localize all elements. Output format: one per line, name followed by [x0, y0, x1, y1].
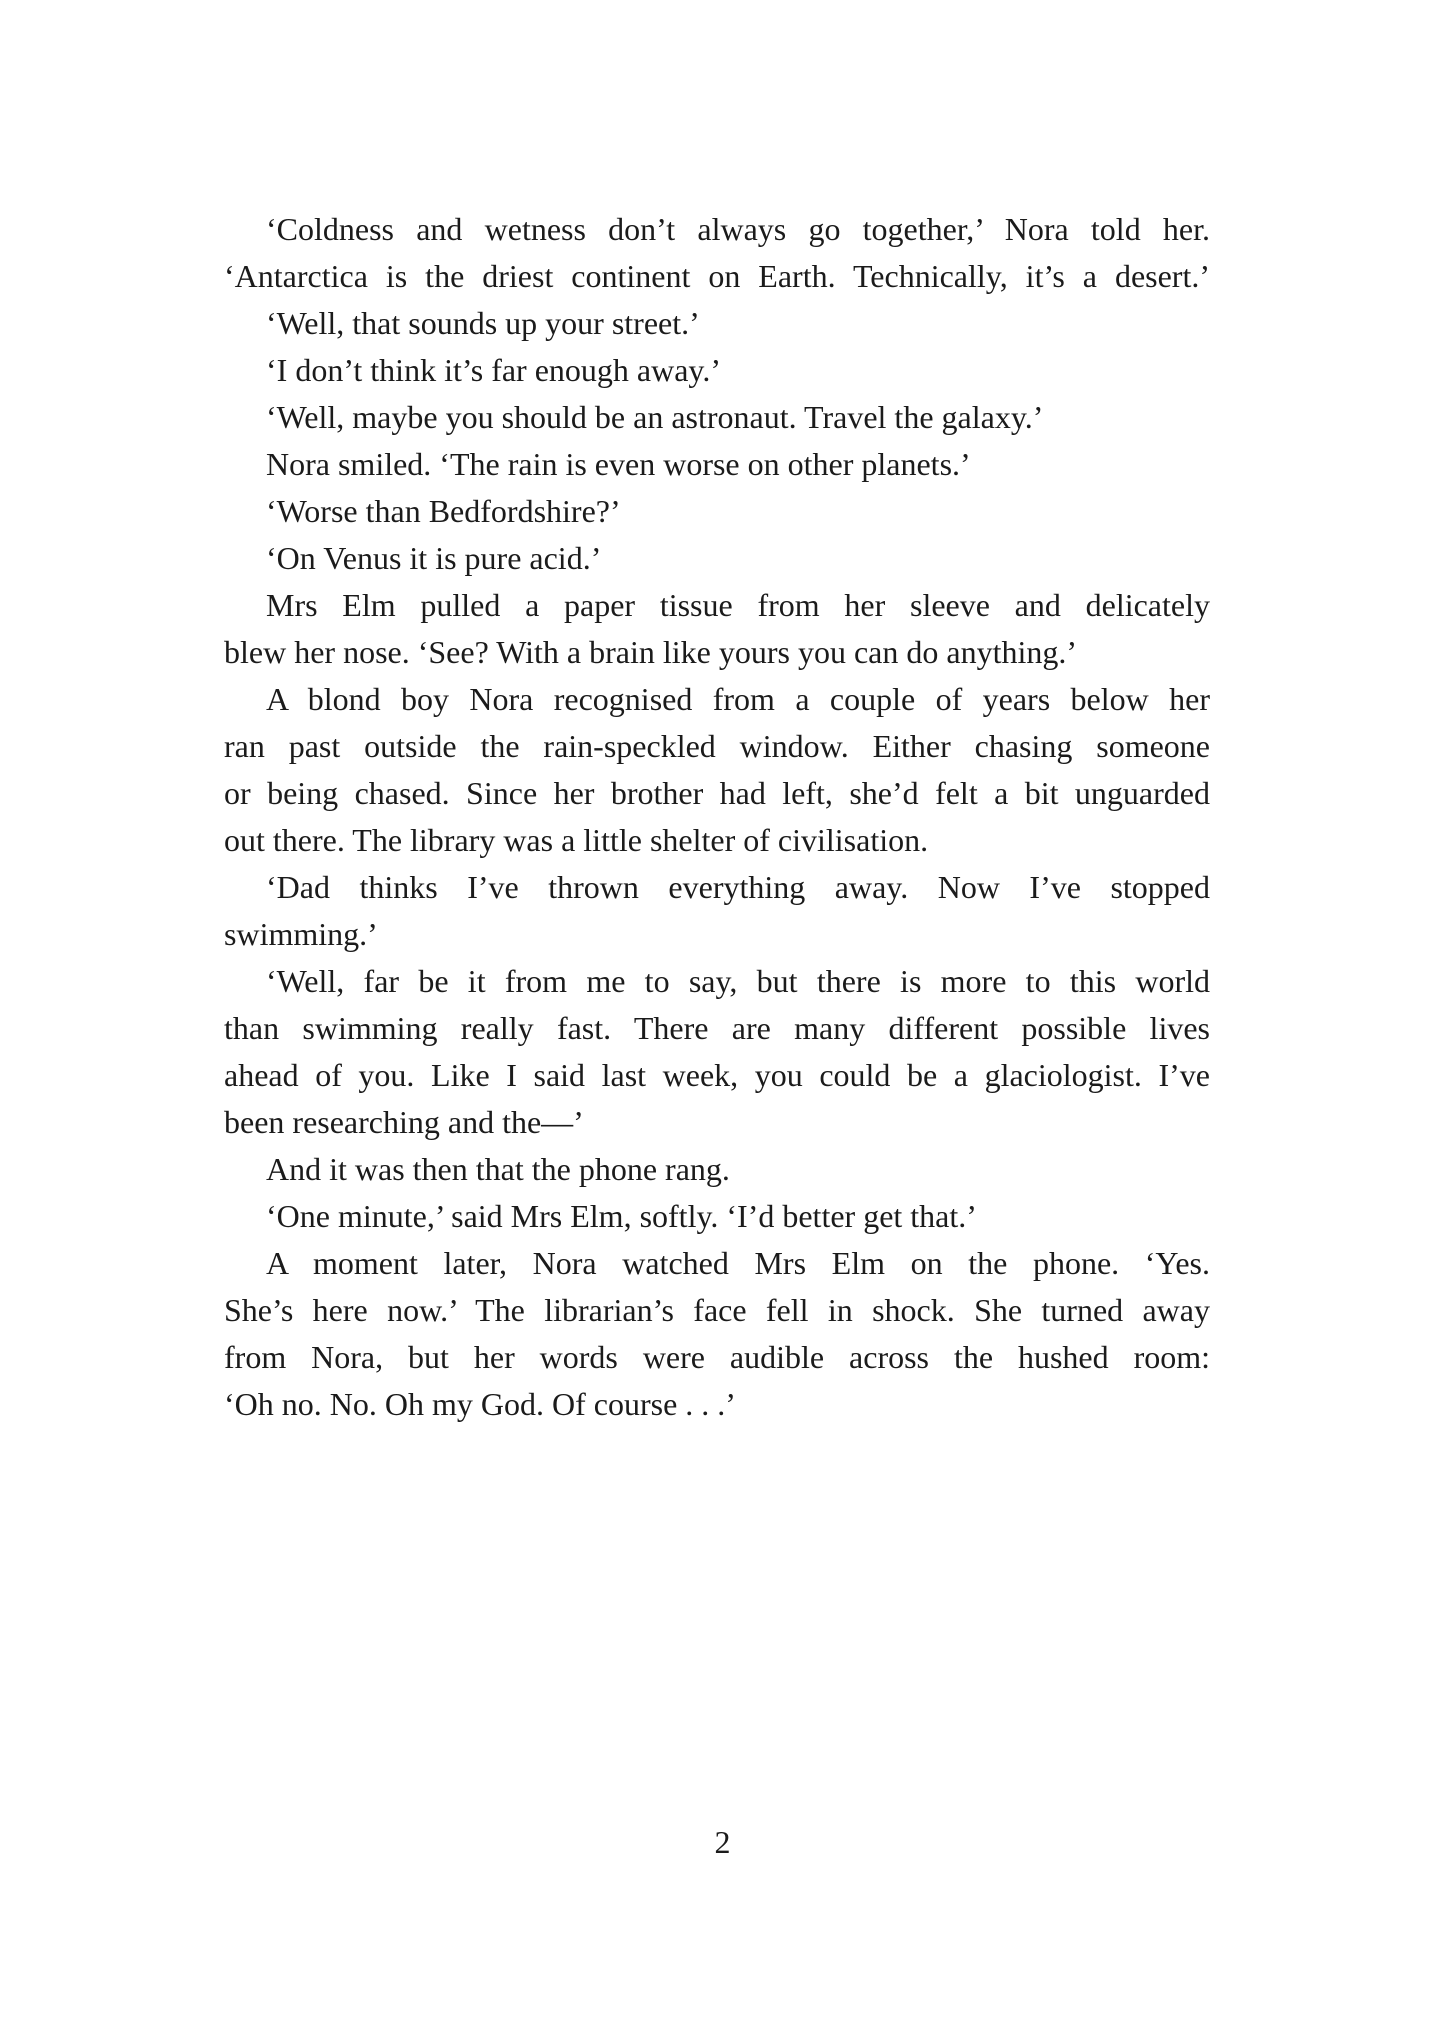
text-line-content: Mrs Elm pulled a paper tissue from her sleeve and delicately — [266, 587, 1210, 623]
text-line-content: ‘Well, maybe you should be an astronaut. Travel the galaxy.’ — [266, 399, 1044, 435]
text-line-content: Nora smiled. ‘The rain is even worse on other planets.’ — [266, 446, 971, 482]
page-number: 2 — [714, 1824, 731, 1860]
text-line-content: A moment later, Nora watched Mrs Elm on the phone. ‘Yes. — [266, 1245, 1210, 1281]
text-line — [224, 1381, 1210, 1428]
text-line — [224, 1287, 1210, 1334]
text-line-content: ran past outside the rain-speckled window. Either chasing someone — [224, 728, 1210, 764]
text-line-content: ‘Well, that sounds up your street.’ — [266, 305, 700, 341]
text-line-content: ‘One minute,’ said Mrs Elm, softly. ‘I’d better get that.’ — [266, 1198, 977, 1234]
text-line — [224, 864, 1210, 911]
text-line — [224, 253, 1210, 300]
text-line — [224, 582, 1210, 629]
text-line-content: And it was then that the phone rang. — [266, 1151, 730, 1187]
text-line-content: out there. The library was a little shelter of civilisation. — [224, 822, 929, 858]
text-line — [224, 1052, 1210, 1099]
text-line — [224, 394, 1210, 441]
page-text — [224, 206, 1210, 1428]
text-line-content: been researching and the—’ — [224, 1104, 584, 1140]
text-line-content: ‘On Venus it is pure acid.’ — [266, 540, 602, 576]
text-line — [224, 206, 1210, 253]
text-line-content: ‘Oh no. No. Oh my God. Of course . . .’ — [224, 1386, 736, 1422]
text-line — [224, 629, 1210, 676]
text-line-content: swimming.’ — [224, 916, 378, 952]
text-line-content: from Nora, but her words were audible across the hushed room: — [224, 1339, 1210, 1375]
text-line — [224, 1334, 1210, 1381]
text-line-content: She’s here now.’ The librarian’s face fell in shock. She turned away — [224, 1292, 1210, 1328]
text-line-content: than swimming really fast. There are many different possible lives — [224, 1010, 1210, 1046]
text-line — [224, 347, 1210, 394]
text-line — [224, 676, 1210, 723]
text-line — [224, 535, 1210, 582]
text-line — [224, 300, 1210, 347]
text-line-content: ‘Well, far be it from me to say, but there is more to this world — [266, 963, 1210, 999]
text-line-content: ‘Dad thinks I’ve thrown everything away. Now I’ve stopped — [266, 869, 1210, 905]
text-line — [224, 911, 1210, 958]
text-line-content: blew her nose. ‘See? With a brain like yours you can do anything.’ — [224, 634, 1077, 670]
text-line — [224, 1240, 1210, 1287]
text-line — [224, 488, 1210, 535]
text-line — [224, 1146, 1210, 1193]
text-line-content: ‘I don’t think it’s far enough away.’ — [266, 352, 721, 388]
text-line-content: ‘Worse than Bedfordshire?’ — [266, 493, 621, 529]
text-line — [224, 817, 1210, 864]
text-line-content: ‘Antarctica is the driest continent on Earth. Technically, it’s a desert.’ — [224, 258, 1210, 294]
text-line — [224, 441, 1210, 488]
text-line — [224, 723, 1210, 770]
text-line — [224, 770, 1210, 817]
text-line — [224, 1099, 1210, 1146]
text-line-content: ahead of you. Like I said last week, you could be a glaciologist. I’ve — [224, 1057, 1210, 1093]
text-line-content: or being chased. Since her brother had left, she’d felt a bit unguarded — [224, 775, 1210, 811]
text-line — [224, 1193, 1210, 1240]
text-line — [224, 1005, 1210, 1052]
text-line-content: A blond boy Nora recognised from a couple of years below her — [266, 681, 1210, 717]
text-line-content: ‘Coldness and wetness don’t always go together,’ Nora told her. — [266, 211, 1210, 247]
text-line — [224, 958, 1210, 1005]
